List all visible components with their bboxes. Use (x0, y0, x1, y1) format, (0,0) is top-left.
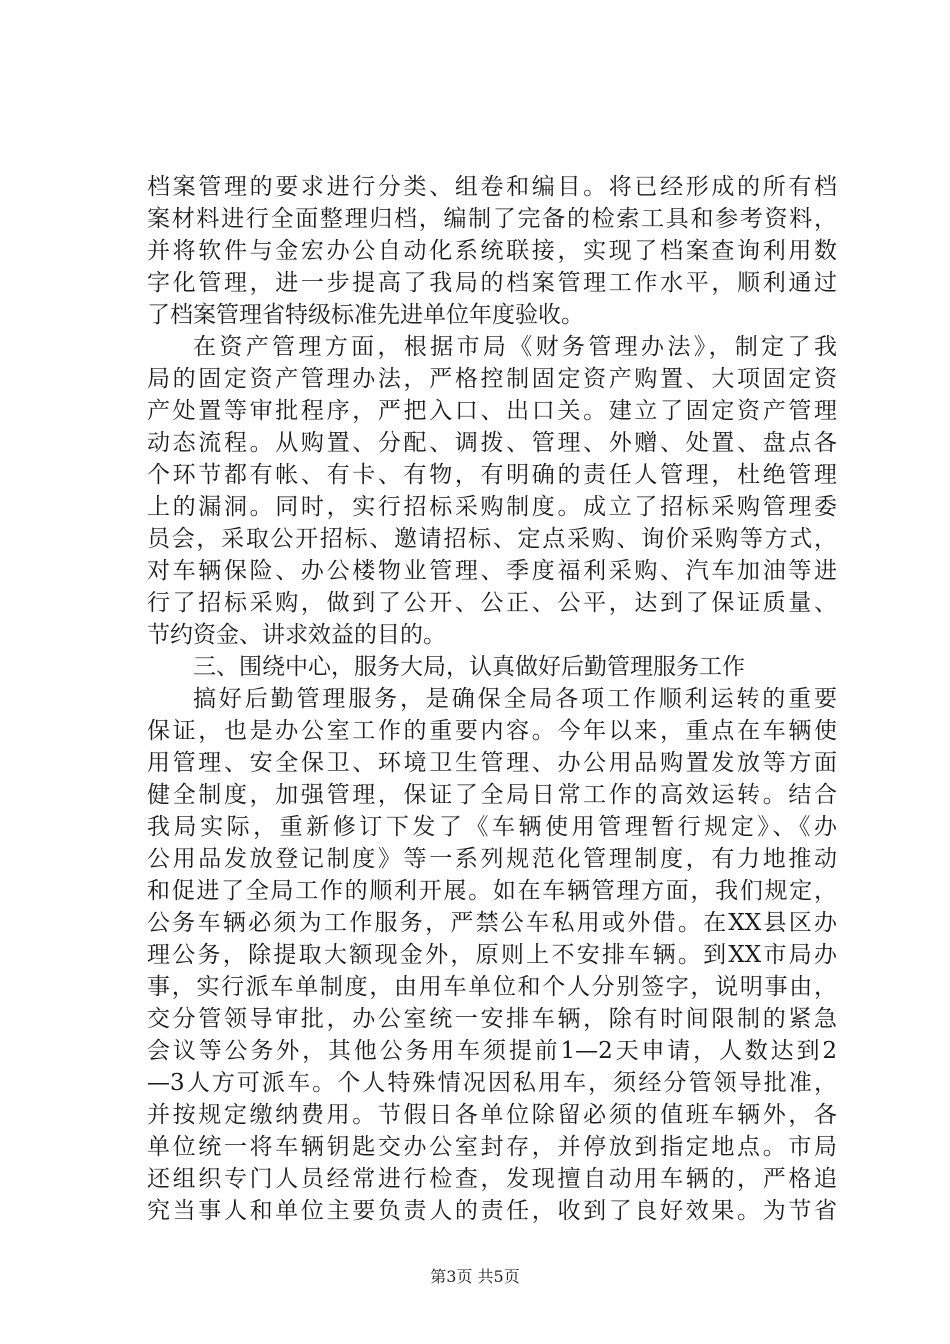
text-line: 公用品发放登记制度》等一系列规范化管理制度，有力地推动 (147, 846, 837, 872)
text-line: 档案管理的要求进行分类、组卷和编目。将已经形成的所有档 (147, 174, 837, 200)
text-line: 上的漏洞。同时，实行招标采购制度。成立了招标采购管理委 (147, 494, 837, 520)
text-line: 交分管领导审批，办公室统一安排车辆，除有时间限制的紧急 (147, 1006, 837, 1032)
section-heading: 三、围绕中心，服务大局，认真做好后勤管理服务工作 (193, 654, 745, 680)
text-line: 行了招标采购，做到了公开、公正、公平，达到了保证质量、 (147, 590, 837, 616)
text-line: 动态流程。从购置、分配、调拨、管理、外赠、处置、盘点各 (147, 430, 837, 456)
text-line: 保证，也是办公室工作的重要内容。今年以来，重点在车辆使 (147, 718, 837, 744)
text-line: 公务车辆必须为工作服务，严禁公车私用或外借。在XX县区办 (147, 910, 837, 936)
text-line: 健全制度，加强管理，保证了全局日常工作的高效运转。结合 (147, 782, 837, 808)
text-line: 对车辆保险、办公楼物业管理、季度福利采购、汽车加油等进 (147, 558, 837, 584)
text-line: 并按规定缴纳费用。节假日各单位除留必须的值班车辆外，各 (147, 1102, 837, 1128)
document-body (147, 171, 837, 1227)
text-line: —3人方可派车。个人特殊情况因私用车，须经分管领导批准， (147, 1070, 837, 1096)
text-line: 事，实行派车单制度，由用车单位和个人分别签字，说明事由， (147, 974, 837, 1000)
text-line: 理公务，除提取大额现金外，原则上不安排车辆。到XX市局办 (147, 942, 837, 968)
text-line: 字化管理，进一步提高了我局的档案管理工作水平，顺利通过 (147, 270, 837, 296)
text-line: 节约资金、讲求效益的目的。 (147, 622, 446, 648)
page-number-footer: 第3页 共5页 (430, 1267, 520, 1286)
text-line: 产处置等审批程序，严把入口、出口关。建立了固定资产管理 (147, 398, 837, 424)
text-line: 了档案管理省特级标准先进单位年度验收。 (147, 302, 584, 328)
text-line: 员会，采取公开招标、邀请招标、定点采购、询价采购等方式， (147, 526, 837, 552)
paragraph-start-line: 搞好后勤管理服务，是确保全局各项工作顺利运转的重要 (193, 686, 837, 712)
text-line: 并将软件与金宏办公自动化系统联接，实现了档案查询利用数 (147, 238, 837, 264)
text-line: 我局实际，重新修订下发了《车辆使用管理暂行规定》、《办 (147, 814, 837, 840)
text-line: 会议等公务外，其他公务用车须提前1—2天申请，人数达到2 (147, 1038, 837, 1064)
text-line: 还组织专门人员经常进行检查，发现擅自动用车辆的，严格追 (147, 1166, 837, 1192)
text-line: 个环节都有帐、有卡、有物，有明确的责任人管理，杜绝管理 (147, 462, 837, 488)
text-line: 单位统一将车辆钥匙交办公室封存，并停放到指定地点。市局 (147, 1134, 837, 1160)
text-line: 案材料进行全面整理归档，编制了完备的检索工具和参考资料， (147, 206, 837, 232)
paragraph-start-line: 在资产管理方面，根据市局《财务管理办法》，制定了我 (193, 334, 837, 360)
text-line: 局的固定资产管理办法，严格控制固定资产购置、大项固定资 (147, 366, 837, 392)
text-line: 用管理、安全保卫、环境卫生管理、办公用品购置发放等方面 (147, 750, 837, 776)
text-line: 和促进了全局工作的顺利开展。如在车辆管理方面，我们规定， (147, 878, 837, 904)
text-line: 究当事人和单位主要负责人的责任，收到了良好效果。为节省 (147, 1198, 837, 1224)
